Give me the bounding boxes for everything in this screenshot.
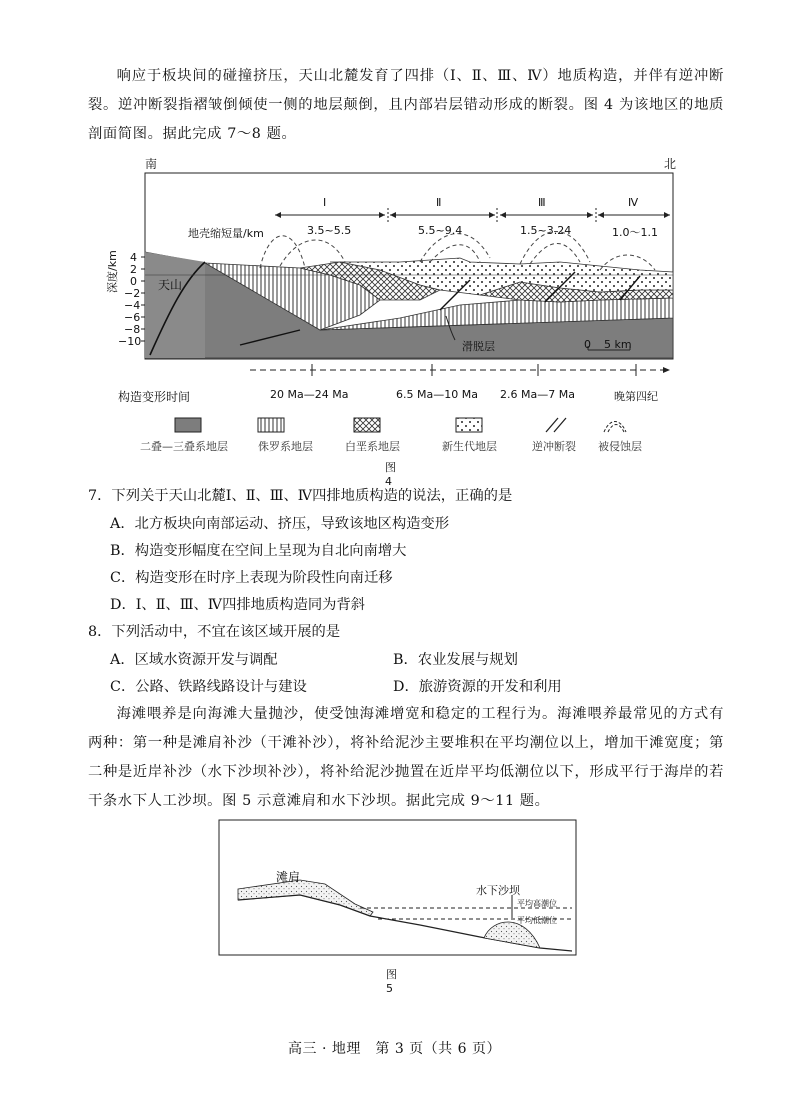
y-tick: 2 — [130, 263, 137, 276]
legend-thrust-fault: 逆冲断裂 — [532, 440, 576, 453]
y-tick: 0 — [130, 275, 137, 288]
tianshan-label: 天山 — [158, 278, 183, 292]
y-tick: −10 — [118, 335, 142, 348]
legend-jurassic: 侏罗系地层 — [258, 440, 313, 453]
y-tick: 4 — [130, 251, 137, 264]
question-8-stem: 8．下列活动中，不宜在该区域开展的是 — [88, 624, 341, 640]
detachment-label: 滑脱层 — [462, 340, 495, 353]
question-8-option-c: C．公路、铁路线路设计与建设 — [110, 679, 307, 695]
scale-zero: 0 — [584, 338, 591, 351]
zone-1-value: 3.5~5.5 — [307, 224, 352, 237]
y-tick: −2 — [124, 287, 141, 300]
berm-label: 滩肩 — [276, 870, 301, 884]
intro-paragraph-1: 响应于板块间的碰撞挤压，天山北麓发育了四排（Ⅰ、Ⅱ、Ⅲ、Ⅳ）地质构造，并伴有逆冲断裂。逆冲断裂指褶皱倒倾使一侧的地层颠倒，且内部岩层错动形成的断裂。图 4 为该地区的地质剖面简图。据此完成 7～8 题。 — [88, 68, 724, 142]
question-8-option-a: A．区域水资源开发与调配 — [110, 652, 278, 668]
zone-4-value: 1.0～1.1 — [612, 226, 658, 239]
question-8-option-b: B．农业发展与规划 — [393, 652, 518, 668]
scale-length: 5 km — [604, 338, 632, 351]
y-tick: −4 — [124, 299, 141, 312]
shortening-label: 地壳缩短量/km — [188, 227, 264, 240]
time-3: 2.6 Ma—7 Ma — [500, 388, 575, 401]
y-axis-label: 深度/km — [106, 250, 119, 293]
sand-bar-label: 水下沙坝 — [476, 884, 520, 897]
time-2: 6.5 Ma—10 Ma — [396, 388, 478, 401]
y-tick: −8 — [124, 323, 141, 336]
timeline-label: 构造变形时间 — [118, 390, 191, 404]
high-tide-label: 平均高潮位 — [517, 899, 557, 908]
y-tick: −6 — [124, 311, 141, 324]
zone-3-value: 1.5~3.24 — [520, 224, 572, 237]
question-7-option-a: A．北方板块向南部运动、挤压，导致该地区构造变形 — [110, 516, 450, 532]
low-tide-label: 平均低潮位 — [517, 916, 557, 925]
zone-1-id: Ⅰ — [323, 196, 327, 209]
figure-4-caption: 图 4 — [385, 461, 396, 488]
zone-3-id: Ⅲ — [538, 196, 546, 209]
question-7-stem: 7．下列关于天山北麓Ⅰ、Ⅱ、Ⅲ、Ⅳ四排地质构造的说法，正确的是 — [88, 488, 513, 504]
page-footer: 高三 · 地理 第 3 页（共 6 页） — [288, 1041, 501, 1057]
question-8-option-d: D．旅游资源的开发和利用 — [393, 679, 562, 695]
time-1: 20 Ma—24 Ma — [270, 388, 349, 401]
zone-2-id: Ⅱ — [436, 196, 442, 209]
time-4: 晚第四纪 — [614, 390, 658, 403]
legend-eroded-layer: 被侵蚀层 — [598, 440, 642, 453]
figure-5-caption: 图 5 — [386, 968, 397, 995]
question-7-option-b: B．构造变形幅度在空间上呈现为自北向南增大 — [110, 543, 407, 559]
intro-paragraph-2: 海滩喂养是向海滩大量抛沙，使受蚀海滩增宽和稳定的工程行为。海滩喂养最常见的方式有两种：第一种是滩肩补沙（干滩补沙），将补给泥沙主要堆积在平均潮位以上，增加干滩宽度；第二种是近岸补沙（水下沙坝补沙），将补给泥沙抛置在近岸平均低潮位以下，形成平行于海岸的若干条水下人工沙坝。图 5 示意滩肩和水下沙坝。据此完成 9～11 题。 — [88, 706, 724, 809]
legend-cenozoic: 新生代地层 — [442, 440, 497, 453]
south-label: 南 — [145, 157, 158, 171]
question-7-option-c: C．构造变形在时序上表现为阶段性向南迁移 — [110, 570, 393, 586]
legend-cretaceous: 白垩系地层 — [345, 440, 400, 453]
zone-2-value: 5.5~9.4 — [418, 224, 463, 237]
question-7-option-d: D．Ⅰ、Ⅱ、Ⅲ、Ⅳ四排地质构造同为背斜 — [110, 597, 366, 613]
zone-4-id: Ⅳ — [628, 196, 639, 209]
north-label: 北 — [664, 157, 677, 171]
legend-permian-triassic: 二叠—三叠系地层 — [140, 440, 228, 453]
